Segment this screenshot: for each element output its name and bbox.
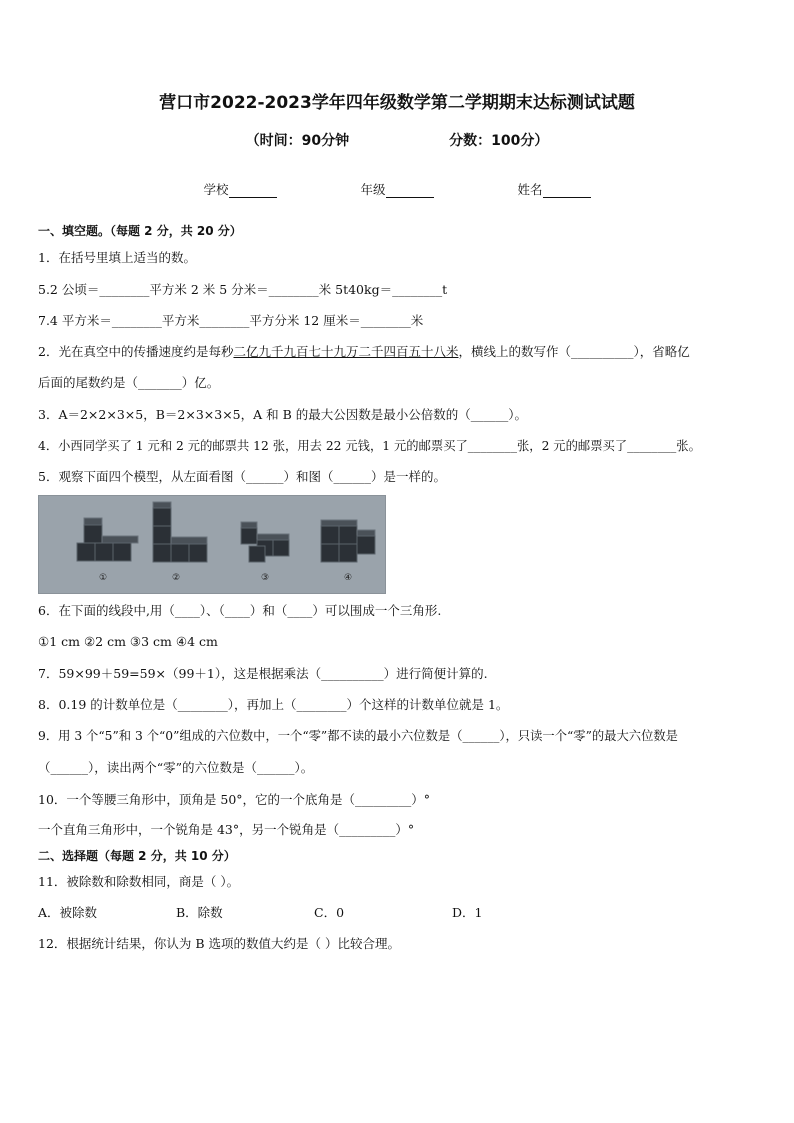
school-blank[interactable] bbox=[229, 185, 277, 198]
time-limit: （时间：90分钟 bbox=[245, 133, 350, 149]
question-1-line-2: 7.4 平方米＝________平方米________平方分米 12 厘米＝________米 bbox=[38, 313, 424, 328]
question-4: 4．小西同学买了 1 元和 2 元的邮票共 12 张，用去 22 元钱，1 元的邮票买了________张，2 元的邮票买了________张。 bbox=[38, 439, 701, 453]
question-2-cont: 后面的尾数约是（_______）亿。 bbox=[38, 375, 220, 390]
name-field bbox=[517, 180, 590, 198]
name-blank[interactable] bbox=[543, 185, 591, 198]
question-10-line-1: 10．一个等腰三角形中，顶角是 50°，它的一个底角是（_________）° bbox=[38, 792, 431, 807]
grade-blank[interactable] bbox=[386, 185, 434, 198]
question-11-prompt: 11．被除数和除数相同，商是（ ）。 bbox=[38, 874, 240, 889]
question-2-underlined: 二亿九千九百七十九万二千四百五十八米 bbox=[233, 344, 459, 359]
cube-models-figure bbox=[38, 495, 386, 594]
question-11-option-d[interactable]: D．1 bbox=[452, 905, 483, 920]
question-12: 12．根据统计结果，你认为 B 选项的数值大约是（ ）比较合理。 bbox=[38, 936, 401, 951]
model-4 bbox=[321, 520, 375, 562]
question-2-after: ，横线上的数写作（__________），省略亿 bbox=[458, 344, 690, 359]
grade-label: 年级 bbox=[360, 182, 386, 197]
cube-models-svg bbox=[39, 496, 385, 593]
question-1-line-1: 5.2 公顷＝________平方米 2 米 5 分米＝________米 5t40kg＝________t bbox=[38, 282, 448, 297]
question-11-option-a[interactable]: A．被除数 bbox=[38, 905, 98, 920]
question-5: 5．观察下面四个模型，从左面看图（______）和图（______）是一样的。 bbox=[38, 469, 446, 484]
question-11-option-c[interactable]: C．0 bbox=[314, 905, 345, 920]
question-8: 8．0.19 的计数单位是（________），再加上（________）个这样的计数单位就是 1。 bbox=[38, 697, 509, 712]
question-6-options: ①1 cm ②2 cm ③3 cm ④4 cm bbox=[38, 634, 218, 649]
question-1-prompt: 1．在括号里填上适当的数。 bbox=[38, 250, 196, 265]
section-2-heading: 二、选择题（每题 2 分，共 10 分） bbox=[38, 849, 236, 863]
question-2-before: 2．光在真空中的传播速度约是每秒 bbox=[38, 344, 234, 359]
question-11-option-b[interactable]: B．除数 bbox=[176, 905, 223, 920]
exam-meta bbox=[0, 130, 794, 150]
student-info bbox=[0, 180, 794, 198]
question-7: 7．59×99＋59=59×（99＋1），这是根据乘法（__________）进行简便计算的. bbox=[38, 666, 488, 681]
section-1-heading: 一、填空题。（每题 2 分，共 20 分） bbox=[38, 224, 242, 238]
question-10-line-2: 一个直角三角形中，一个锐角是 43°，另一个锐角是（_________）° bbox=[38, 822, 415, 837]
model-3 bbox=[241, 522, 289, 562]
question-9-line-1: 9．用 3 个“5”和 3 个“0”组成的六位数中，一个“零”都不读的最小六位数是（______），只读一个“零”的最大六位数是 bbox=[38, 729, 678, 743]
name-label: 姓名 bbox=[517, 182, 543, 197]
model-1 bbox=[77, 518, 138, 561]
grade-field bbox=[360, 180, 433, 198]
school-field bbox=[203, 180, 276, 198]
model-3-label: ③ bbox=[261, 573, 270, 583]
model-4-label: ④ bbox=[344, 573, 353, 583]
model-2-label: ② bbox=[172, 573, 181, 583]
question-2 bbox=[38, 344, 690, 360]
question-3: 3．A＝2×2×3×5，B＝2×3×3×5，A 和 B 的最大公因数是最小公倍数的（______）。 bbox=[38, 407, 528, 422]
question-9-line-2: （______），读出两个“零”的六位数是（______）。 bbox=[38, 760, 314, 775]
page-title: 营口市2022-2023学年四年级数学第二学期期末达标测试试题 bbox=[159, 93, 635, 113]
total-score: 分数：100分） bbox=[449, 133, 549, 149]
model-1-label: ① bbox=[99, 573, 108, 583]
school-label: 学校 bbox=[203, 182, 229, 197]
model-2 bbox=[153, 502, 207, 562]
question-6-prompt: 6．在下面的线段中,用（____）、（____）和（____）可以围成一个三角形. bbox=[38, 603, 442, 618]
